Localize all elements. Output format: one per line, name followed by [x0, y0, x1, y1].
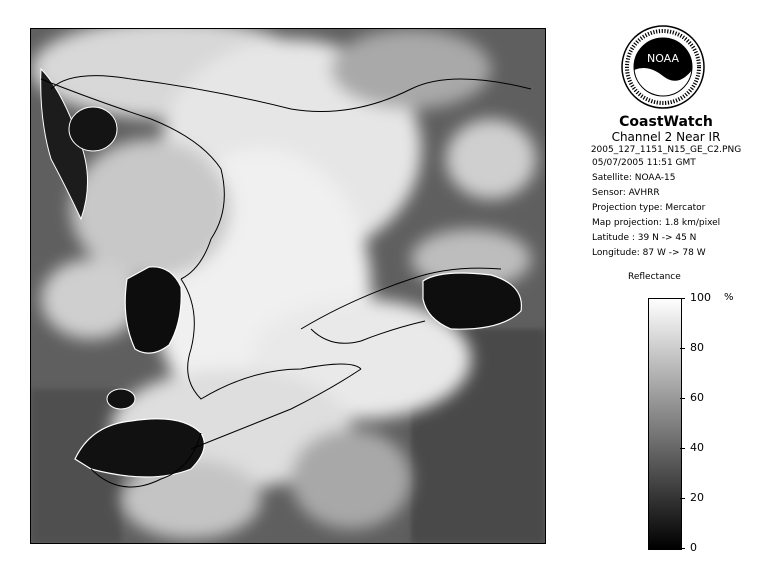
colorbar-unit: % — [724, 292, 734, 303]
colorbar-tick-label: 40 — [690, 441, 704, 454]
date-time-label: 05/07/2005 11:51 GMT — [592, 158, 696, 168]
colorbar-tick — [680, 498, 685, 499]
colorbar-tick-label: 80 — [690, 341, 704, 354]
colorbar-tick-label: 60 — [690, 391, 704, 404]
info-lines — [592, 156, 764, 261]
satellite-image[interactable] — [30, 28, 546, 544]
colorbar-tick-label: 20 — [690, 491, 704, 504]
satellite-label: Satellite: NOAA-15 — [592, 173, 676, 183]
colorbar-tick — [680, 548, 685, 549]
filename-label: 2005_127_1151_N15_GE_C2.PNG — [590, 145, 742, 155]
colorbar-title: Reflectance — [628, 272, 681, 282]
map-projection-label: Map projection: 1.8 km/pixel — [592, 218, 721, 228]
product-title: CoastWatch — [619, 114, 713, 130]
channel-subtitle: Channel 2 Near IR — [611, 130, 721, 144]
colorbar-tick — [680, 398, 685, 399]
lake-ontario — [423, 273, 521, 329]
colorbar-tick — [680, 348, 685, 349]
sensor-label: Sensor: AVHRR — [592, 188, 660, 198]
noaa-seal-icon — [620, 24, 706, 110]
reflectance-colorbar — [648, 298, 682, 550]
longitude-label: Longitude: 87 W -> 78 W — [592, 248, 706, 258]
projection-type-label: Projection type: Mercator — [592, 203, 706, 213]
logo-noaa-text: NOAA — [646, 52, 680, 65]
noaa-logo — [620, 24, 706, 110]
colorbar-tick — [680, 448, 685, 449]
satellite-map-svg — [31, 29, 545, 543]
metadata-panel — [568, 114, 764, 261]
lake-small-west — [107, 389, 135, 409]
lake-small-north — [69, 107, 117, 151]
latitude-label: Latitude : 39 N -> 45 N — [592, 233, 697, 243]
colorbar-tick — [680, 298, 685, 299]
colorbar-tick-label: 0 — [690, 541, 697, 554]
colorbar-tick-label: 100 — [690, 291, 711, 304]
